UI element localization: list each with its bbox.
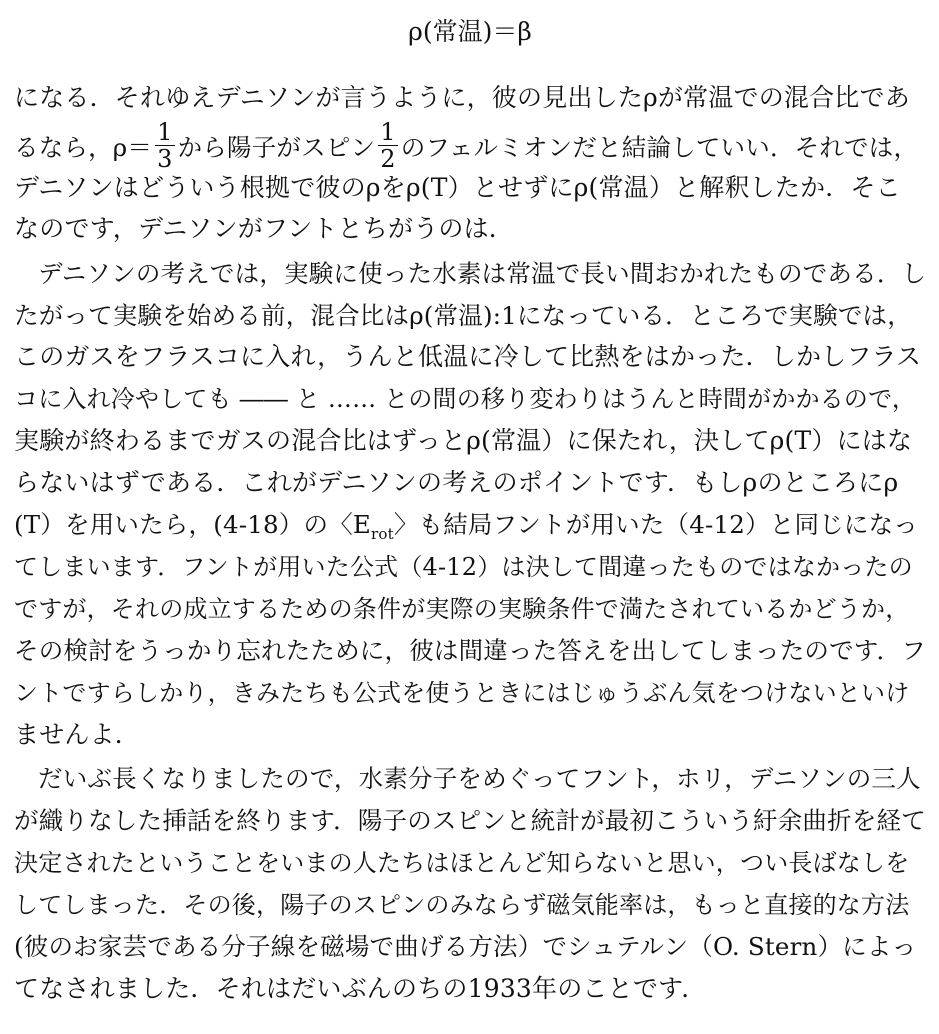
text-fragment: のフェルミオンだと結論していい．それでは，	[400, 133, 919, 162]
fraction-numerator: 1	[380, 118, 396, 146]
fraction-denominator: 3	[157, 145, 173, 173]
text-fragment: から陽子がスピン	[177, 133, 376, 162]
text-line-15: ントですらしかり，きみたちも公式を使うときにはじゅうぶん気をつけないといけ	[14, 679, 910, 707]
text-fragment: るなら，ρ＝	[14, 133, 153, 162]
text-line-20: してしまった．その後，陽子のスピンのみならず磁気能率は，もっと直接的な方法	[14, 891, 910, 919]
text-line-14: その検討をうっかり忘れたために，彼は間違った答えを出してしまったのです．フ	[14, 636, 926, 665]
text-line-5: デニソンの考えでは，実験に使った水素は常温で長い間おかれたものである．し	[38, 259, 927, 288]
text-line-19: 決定されたということをいまの人たちはほとんど知らないと思い，つい長ばなしを	[14, 849, 910, 877]
text-line-12: てしまいます．フントが用いた公式（4-12）は決して間違ったものではなかったの	[14, 553, 913, 581]
text-line-1: になる．それゆえデニソンが言うように，彼の見出したρが常温での混合比であ	[14, 83, 910, 112]
text-fragment: 〉も結局フントが用いた（4-12）と同じになっ	[393, 510, 918, 539]
text-line-18: が織りなした挿話を終ります．陽子のスピンと統計が最初こういう紆余曲折を経て	[14, 806, 926, 835]
text-line-4: なのです，デニソンがフントとちがうのは．	[14, 214, 515, 243]
text-line-16: ませんよ．	[14, 720, 141, 749]
text-line-17: だいぶ長くなりましたので，水素分子をめぐってフント，ホリ，デニソンの三人	[38, 764, 921, 793]
text-line-11	[14, 505, 926, 545]
text-line-21: (彼のお家芸である分子線を磁場で曲げる方法）でシュテルン（O. Stern）によっ	[14, 932, 917, 961]
text-line-6: たがって実験を始める前，混合比はρ(常温):1になっている．ところで実験では，	[14, 301, 912, 330]
text-line-10: らないはずである．これがデニソンの考えのポイントです．もしρのところにρ	[14, 468, 899, 497]
display-equation: ρ(常温)＝β	[408, 17, 532, 46]
fraction-one-half	[378, 120, 397, 171]
text-line-13: ですが，それの成立するための条件が実際の実験条件で満たされているかどうか，	[14, 595, 910, 623]
text-line-8: コに入れ冷やしても ―― と …… との間の移り変わりはうんと時間がかかるので，	[14, 385, 917, 413]
text-line-22: てなされました．それはだいぶんのちの1933年のことです．	[14, 974, 707, 1003]
subscript: rot	[370, 524, 394, 543]
text-line-9: 実験が終わるまでガスの混合比はずっとρ(常温）に保たれ，決してρ(T）にはな	[14, 426, 913, 455]
text-fragment: (T）を用いたら，(4-18）の〈E	[14, 510, 371, 539]
text-line-3: デニソンはどういう根拠で彼のρをρ(T）とせずにρ(常温）と解釈したか．そこ	[14, 173, 901, 202]
text-line-7: このガスをフラスコに入れ，うんと低温に冷して比熱をはかった．しかしフラス	[14, 342, 922, 371]
document-page	[14, 0, 926, 1034]
fraction-numerator: 1	[157, 118, 173, 146]
text-line-2	[14, 118, 926, 173]
fraction-one-third	[155, 120, 174, 171]
fraction-denominator: 2	[380, 145, 396, 173]
